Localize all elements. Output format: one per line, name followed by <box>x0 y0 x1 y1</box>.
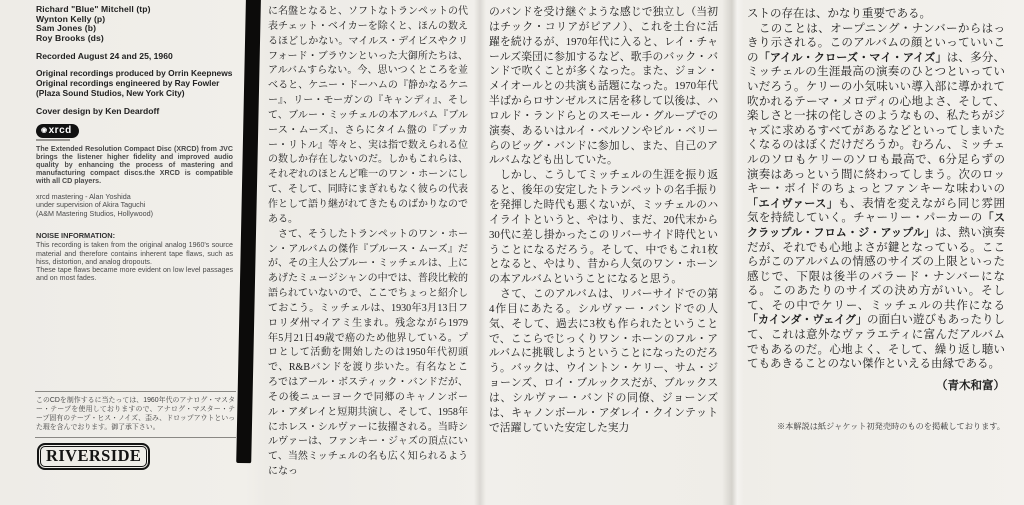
essay-text: は、多分、ミッチェルの生涯最高の演奏のひとつといっていいだろう。ケリーの小気味いい導入部に導かれて吹かれるテーマ・メロディの心地よさ、そして、楽しさと一抹の侘しさのようなもの、私たちがジャズに求めるすべてがあるなどといってしまいたくなるのはぼくだけだろうか。むろん、ミッチェルのソロもケリーのソロも最高で、6分足らずの演奏はあっという間に終わってしまう。次のロッキー・ボイドのちょっとファンキーな味わいの <box>747 51 1006 196</box>
xrcd-logo <box>36 124 79 138</box>
essay-paragraph: しかし、こうしてミッチェルの生涯を振り返ると、後年の安定したトランペットの名手振りを発揮した時代も悪くないが、ミッチェルのハイライトというと、やはり、まだ、20代末から30代に差し掛かったこのリバーサイド時代ということになるだろう。そして、中でもこれ1枚となると、やはり、昔から人気のワン・ホーンの本アルバムということになると思う。 <box>489 169 718 286</box>
essay-paragraph: のバンドを受け継ぐような感じで独立し（当初はチック・コリアがピアノ）、これを土台に活躍を続けるが、1970年代に入ると、レイ・チャールズ楽団に参加するなど、歌手のバック・バンドで吹くことが多くなった。また、ジョン・メイオールとの共演も話題になった。1970年代半ばからロサンゼルスに居を移して以後は、ハロルド・ランドらとのスモール・グループでの演奏、あるいはルイ・ベルソンやビル・ベリーらのビッグ・バンドに参加し、また、自己のアルバムなども出していた。 <box>489 6 718 167</box>
personnel-line: Wynton Kelly (p) <box>36 13 106 24</box>
essay-author: （青木和富） <box>936 379 1005 392</box>
song-title: 「スクラップル・フロム・ジ・アップル」 <box>747 212 1005 239</box>
xrcd-logo-text: xrcd <box>48 125 72 137</box>
cover-design-credit: Cover design by Ken Deardoff <box>36 106 160 117</box>
mastering-supervision-credit: under supervision of Akira Taguchi <box>36 200 146 210</box>
personnel-line: Richard "Blue" Mitchell (tp) <box>36 4 151 14</box>
production-credits <box>36 69 233 98</box>
personnel-line: Sam Jones (b) <box>36 23 97 34</box>
essay-text: も、表情を変えながら同じ雰囲気を持続していく。チャーリー・パーカーの <box>747 197 1005 225</box>
essay-text: このことは、オープニング・ナンバーからはっきり示される。このアルバムの顔といっていいこの <box>747 22 1005 64</box>
japanese-production-note: このCDを制作するに当たっては、1960年代のアナログ・マスター・テープを使用しておりますので、アナログ・マスター・テープ固有のテープ・ヒス・ノイズ、歪み、ドロップアウトといった瑕を含んでおります。御了承下さい。 <box>35 391 236 438</box>
essay-text: は、熱い演奏だが、それでも心地よさが鍵となっている。ここらがこのアルバムの情感のサイズの上限といった感じで、下限は後半のバラード・ナンバーになる。このあたりのサイズの決め方がいい。そして、その中でケリー、ミッチェルの共作になる <box>747 226 1006 312</box>
essay-column-3 <box>747 7 1005 435</box>
noise-information-body: This recording is taken from the original analog 1960's source material and therefore contains inherent tape flaws, such as hiss, distortion, and analog dropouts. <box>36 241 233 266</box>
mastering-engineer-credit: xrcd mastering - Alan Yoshida <box>36 191 131 201</box>
song-title: 「アイル・クローズ・マイ・アイズ」 <box>758 51 947 64</box>
producer-credit: Original recordings produced by Orrin Keepnews <box>36 68 233 79</box>
essay-paragraph: さて、そうしたトランペットのワン・ホーン・アルバムの傑作『ブルース・ムーズ』だが、その主人公ブルー・ミッチェルは、上にあげたミュージシャンの中では、普段比較的語られていないので、ここでちょっと紹介しておこう。ミッチェルは、1930年3月13日フロリダ州マイアミ生まれ。残念ながら1979年5月21日49歳で癌のため他界している。プロとして活動を開始したのは1950年代初頭で、R&Bバンドを渡り歩いた。有名なところではアール・ボスティック・バンドだが、その後ニューヨークで同郷のキャノンボール・アダレイと短期共演し、そして、1958年にホレス・シルヴァーに抜擢される。当時シルヴァーは、ファンキー・ジャズの頂点にいて、当然ミッチェルの名も広く知られるようになっ <box>268 228 468 478</box>
essay-column-2 <box>489 5 718 435</box>
song-title: 「カインダ・ヴェイグ」 <box>747 314 868 327</box>
recording-date: Recorded August 24 and 25, 1960 <box>36 51 173 62</box>
xrcd-globe-icon: ◉ <box>41 127 48 135</box>
recording-studio-credit: (Plaza Sound Studios, New York City) <box>36 87 185 98</box>
xrcd-mastering-credits <box>36 193 233 219</box>
song-title: 「エイヴァース」 <box>747 197 839 210</box>
essay-paragraph: に名盤となると、ソフトなトランペットの代表チェット・ベイカーを除くと、ほんの数えるほどしかない。マイルス・デイビスやクリフォード・ブラウンといった大御所たちは、アルバムすらない。今、思いつくところを並べると、ケニー・ドーハムの『静かなるケニー』、リー・モーガンの『キャンディ』、そして、ブルー・ミッチェルの本アルバム『ブルース・ムーズ』、さらにタイム盤の『ブッカー・リトル』等々と、実は指で数えられる位の数しか存在しないのだ。しかもこれらは、それぞれのほとんど唯一のワン・ホーンにして、そして、同時にまぎれもなく彼らの代表作として語り継がれてきたものばかりなのである。 <box>268 6 468 225</box>
booklet-gutter-shadow <box>236 0 261 463</box>
xrcd-tagline-rule <box>36 139 70 141</box>
riverside-label-logo: RIVERSIDE <box>37 443 150 470</box>
essay-paragraph: ストの存在は、かなり重要である。 <box>747 8 931 20</box>
essay-footnote: ※本解説は紙ジャケット初発売時のものを掲載しております。 <box>776 422 1005 432</box>
personnel-line: Roy Brooks (ds) <box>36 32 104 43</box>
essay-column-1 <box>268 5 468 480</box>
page-fold-crease <box>474 0 486 505</box>
noise-information-title: NOISE INFORMATION: <box>36 231 116 241</box>
noise-information-body-2: These tape flaws became more evident on low level passages and on most fades. <box>36 265 233 282</box>
essay-paragraph: さて、このアルバムは、リバーサイドでの第4作目にあたる。シルヴァー・バンドでの人気、そして、過去に3枚も作られたということで、ここらでじっくりワン・ホーンのフル・アルバムに挑戦しようということになったのだろう。バックは、ウイントン・ケリー、サム・ジョーンズ、ロイ・ブルックスだが、ブルックスは、シルヴァー・バンドの同僚、ジョーンズは、キャノンボール・アダレイ・クインテットで活躍していた安定した実力 <box>489 288 718 434</box>
page-fold-crease <box>722 0 744 505</box>
personnel-list <box>36 5 233 43</box>
essay-text: の面白い遊びもあったりして、これは意外なヴァラエティに富んだアルバムでもあるのだ。心地よく、そして、繰り返し聴いてもあきることのない傑作といえる由縁である。 <box>747 314 1005 371</box>
mastering-studio-credit: (A&M Mastering Studios, Hollywood) <box>36 208 154 218</box>
english-credits-column <box>36 5 233 282</box>
engineer-credit: Original recordings engineered by Ray Fowler <box>36 77 220 88</box>
essay-paragraph <box>747 22 1005 372</box>
xrcd-description: The Extended Resolution Compact Disc (XRCD) from JVC brings the listener higher fidelity and improved audio quality by enhancing the process of mastering and manufacturing compact discs.the XRCD is compatible with all CD players. <box>36 145 233 185</box>
